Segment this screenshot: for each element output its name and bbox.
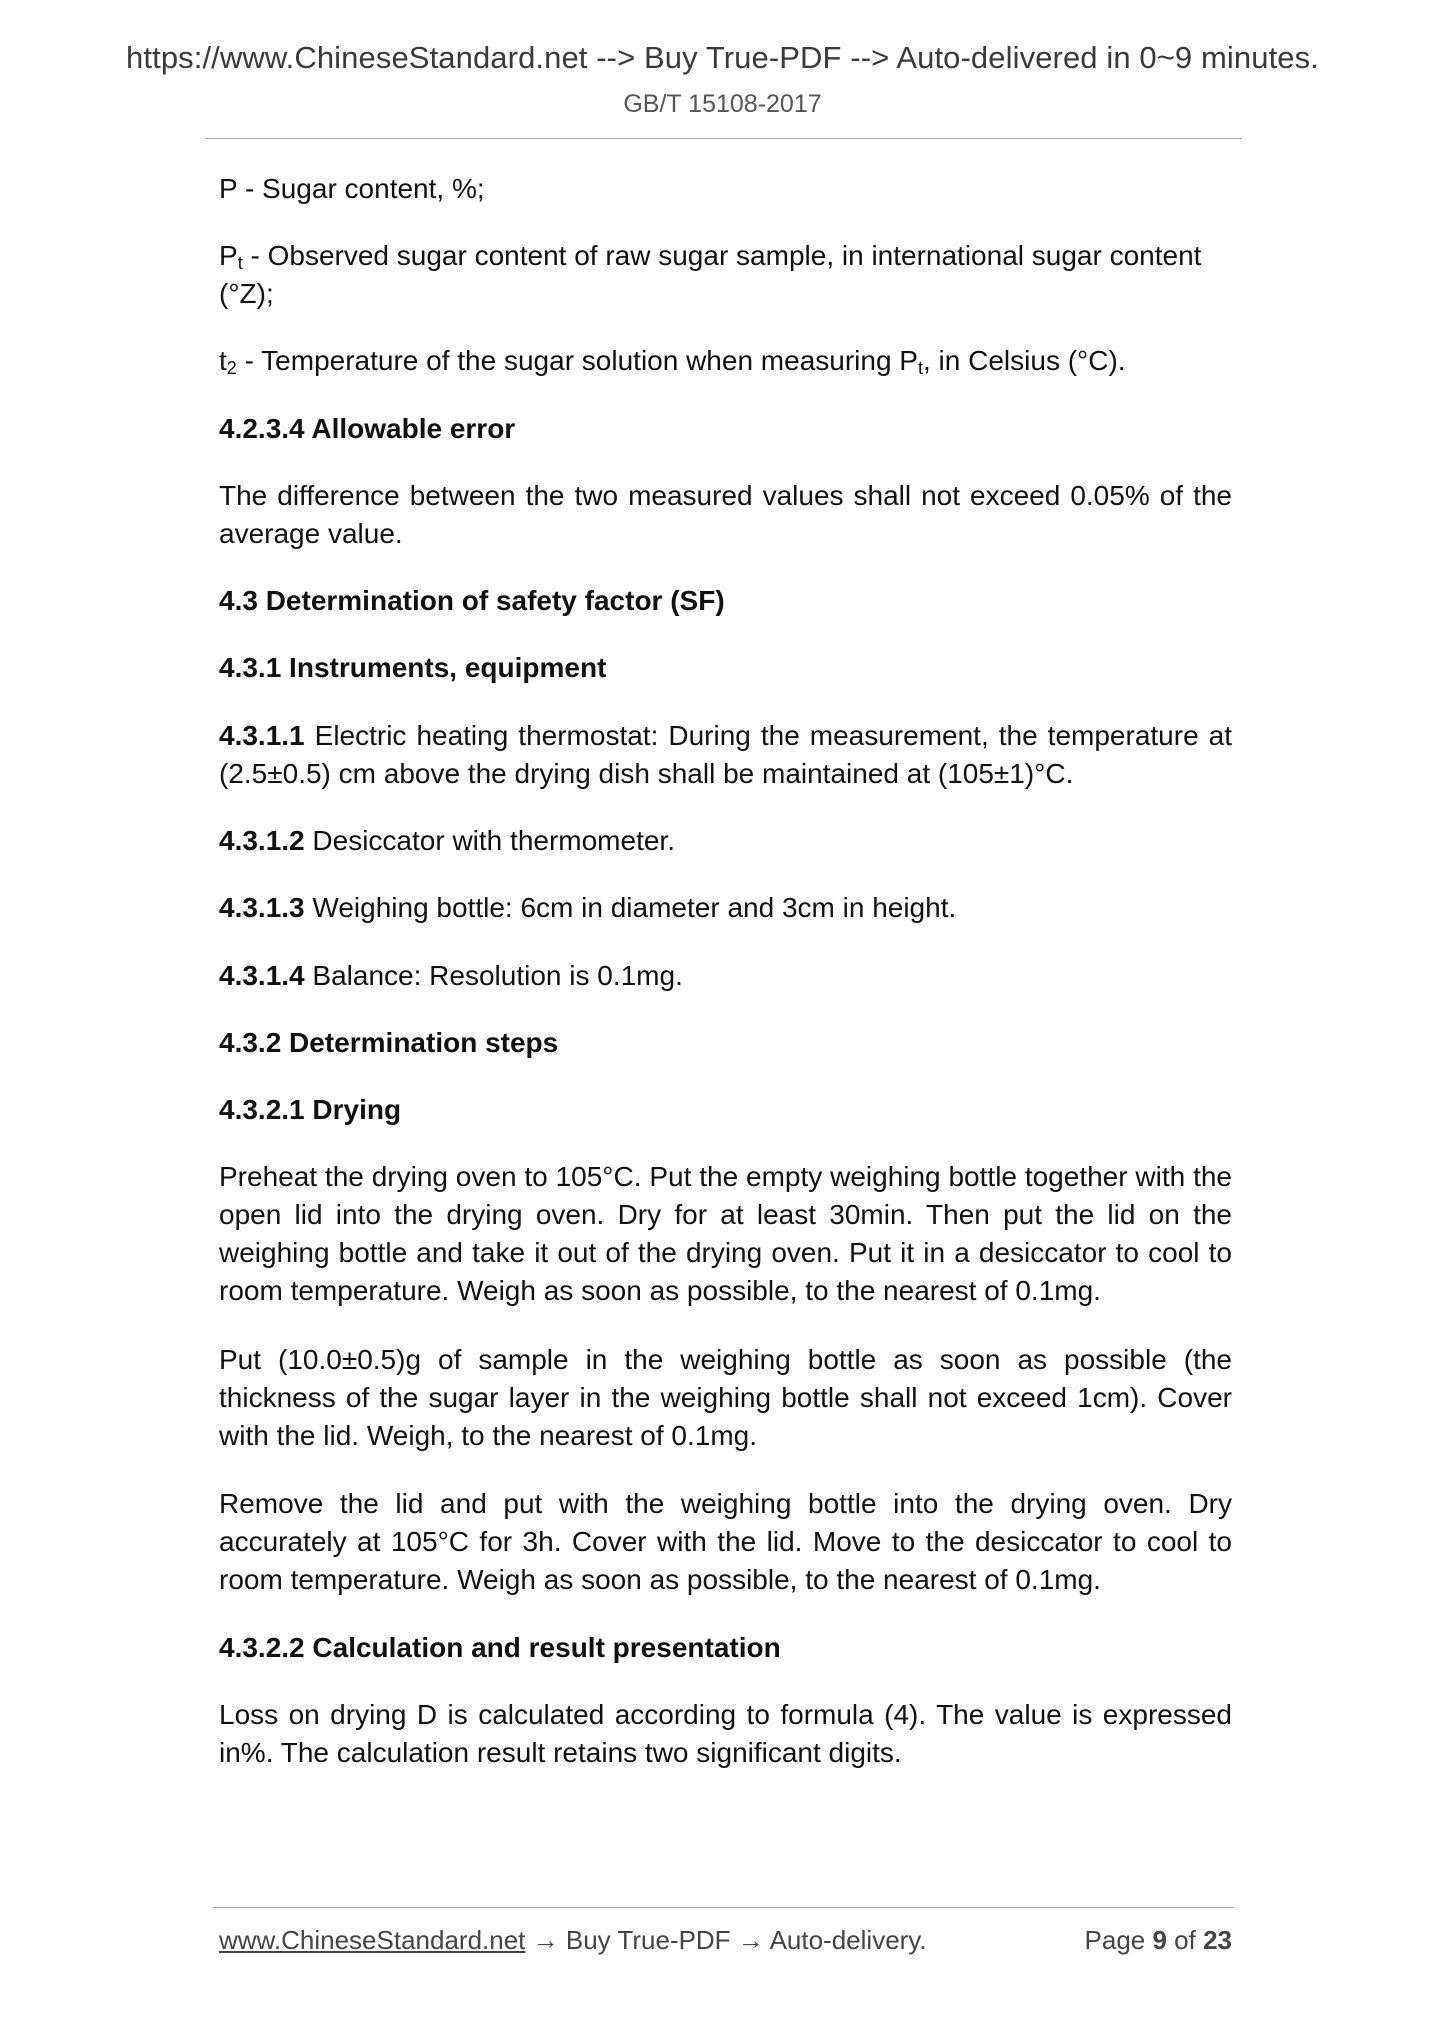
footer-site-link[interactable]: www.ChineseStandard.net (219, 1925, 526, 1955)
heading-4-2-3-4: 4.2.3.4 Allowable error (219, 413, 516, 444)
heading-4-3-2: 4.3.2 Determination steps (219, 1027, 559, 1058)
subscript-t: t (237, 253, 243, 273)
page-total: 23 (1203, 1925, 1232, 1955)
subscript-2: 2 (226, 358, 237, 378)
symbol-t: t (219, 345, 227, 376)
page-number: 9 (1152, 1925, 1167, 1955)
header-link-text: https://www.ChineseStandard.net --> Buy True-PDF --> Auto-delivered in 0~9 minutes. (126, 40, 1319, 75)
paragraph-drying-1: Preheat the drying oven to 105°C. Put the empty weighing bottle together with the open lid into the drying oven. Dry for at least 30min. Then put the lid on the weighing bottle and take it out of the drying oven. Put it in a desiccator to cool to room temperature. Weigh as soon as possible, to the nearest of 0.1mg. (219, 1161, 1232, 1306)
definition-pt (219, 237, 1232, 313)
item-number: 4.3.1.3 (219, 892, 305, 923)
item-number: 4.3.1.4 (219, 960, 305, 991)
document-code: GB/T 15108-2017 (623, 90, 822, 118)
item-text: Desiccator with thermometer. (304, 825, 675, 856)
page-of-label: of (1166, 1925, 1204, 1955)
item-text: Balance: Resolution is 0.1mg. (304, 960, 683, 991)
heading-4-3: 4.3 Determination of safety factor (SF) (219, 585, 725, 616)
definition-pt-text: - Observed sugar content of raw sugar sample, in international sugar content (°Z); (219, 240, 1202, 309)
item-text: Weighing bottle: 6cm in diameter and 3cm in height. (304, 892, 957, 923)
item-4-3-1-2 (219, 822, 1232, 860)
header-divider (205, 138, 1242, 139)
definition-t2-text-end: , in Celsius (°C). (923, 345, 1126, 376)
item-4-3-1-3 (219, 889, 1232, 927)
definition-t2 (219, 342, 1232, 380)
paragraph-allowable-error: The difference between the two measured values shall not exceed 0.05% of the average value. (219, 480, 1232, 549)
subscript-t-inline: t (917, 358, 923, 378)
heading-4-3-2-1: 4.3.2.1 Drying (219, 1094, 402, 1125)
definition-t2-text: - Temperature of the sugar solution when measuring P (236, 345, 918, 376)
item-4-3-1-4 (219, 957, 1232, 995)
item-number: 4.3.1.2 (219, 825, 305, 856)
item-4-3-1-1 (219, 717, 1232, 793)
page-label: Page (1084, 1925, 1153, 1955)
symbol-p: P (219, 240, 238, 271)
footer-divider (213, 1907, 1234, 1908)
page-footer (219, 1925, 1232, 1956)
item-text: Electric heating thermostat: During the measurement, the temperature at (2.5±0.5) cm above the drying dish shall be maintained at (105±1)°C. (219, 720, 1232, 789)
paragraph-drying-3: Remove the lid and put with the weighing bottle into the drying oven. Dry accurately at 105°C for 3h. Cover with the lid. Move to the desiccator to cool to room temperature. Weigh as soon as possible, to the nearest of 0.1mg. (219, 1488, 1232, 1595)
item-number: 4.3.1.1 (219, 720, 305, 751)
heading-4-3-2-2: 4.3.2.2 Calculation and result presentation (219, 1632, 781, 1663)
paragraph-calculation-line-2: in%. The calculation result retains two significant digits. (219, 1737, 902, 1768)
paragraph-calculation-line-1: Loss on drying D is calculated according to formula (4). The value is expressed (219, 1699, 1232, 1730)
definition-p: P - Sugar content, %; (219, 173, 485, 204)
heading-4-3-1: 4.3.1 Instruments, equipment (219, 652, 607, 683)
footer-tagline: → Buy True-PDF → Auto-delivery. (525, 1925, 927, 1955)
paragraph-drying-2: Put (10.0±0.5)g of sample in the weighing bottle as soon as possible (the thickness of the sugar layer in the weighing bottle shall not exceed 1cm). Cover with the lid. Weigh, to the nearest of 0.1mg. (219, 1344, 1232, 1451)
page-indicator (1085, 1925, 1232, 1956)
